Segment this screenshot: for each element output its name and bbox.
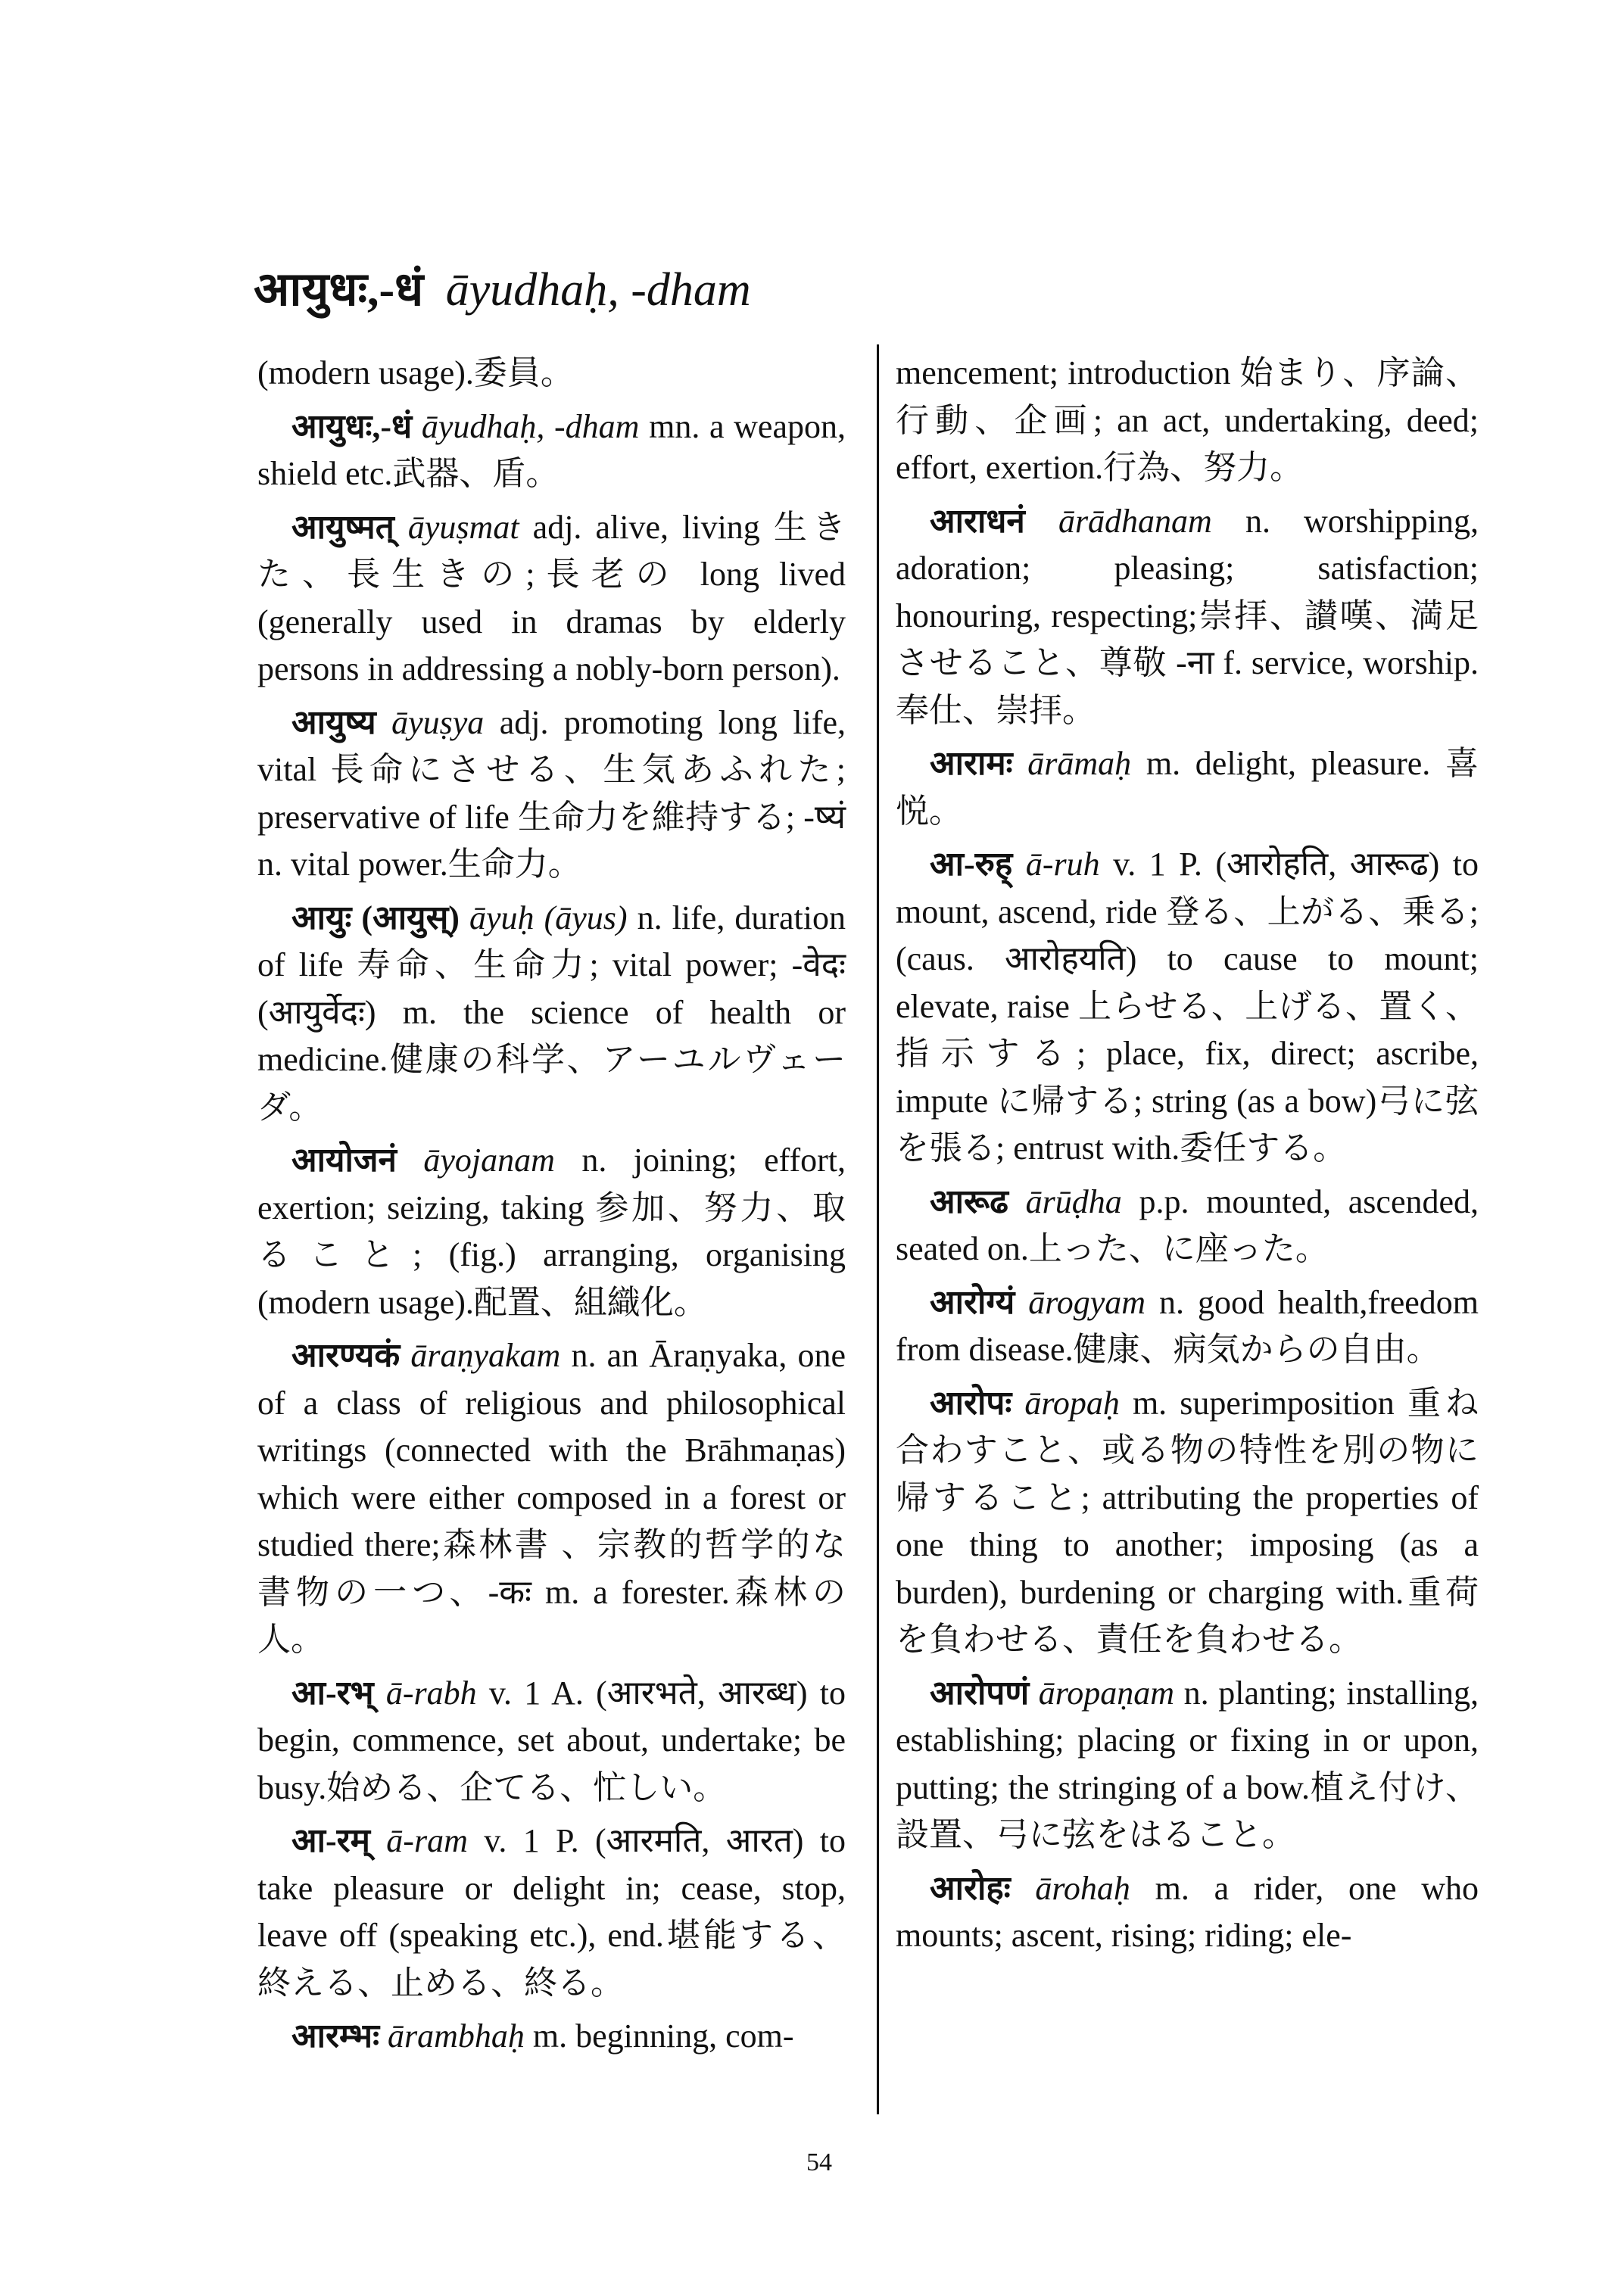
entry-transliteration: āyudhaḥ, -dham: [421, 407, 640, 445]
entry-transliteration: ā-ruh: [1025, 846, 1100, 883]
entry-headword: आरण्यकं: [291, 1337, 401, 1374]
entry-transliteration: ārūḍha: [1025, 1182, 1122, 1220]
dictionary-entry: [257, 1818, 846, 2007]
entry-definition: n. good health,freedom from disease.健康、病気からの自由。: [896, 1283, 1479, 1368]
page-number: 54: [806, 2148, 832, 2176]
entry-definition: v. 1 A. (आरभते, आरब्ध) to begin, commence, set about, undertake; be busy.始める、企てる、忙しい。: [257, 1674, 846, 1806]
dictionary-entry: [257, 403, 846, 498]
dictionary-entry: [896, 841, 1479, 1173]
entry-definition: m. a rider, one who mounts; ascent, rising; riding; ele-: [896, 1869, 1479, 1954]
entry-definition: adj. alive, living 生きた、長生きの;長老の long lived (generally used in dramas by elderly persons in addressing a nobly-born person).: [257, 508, 846, 687]
entry-transliteration: āyuḥ (āyus): [469, 899, 628, 936]
dictionary-entry: [257, 1137, 846, 1326]
dictionary-entry: [896, 1670, 1479, 1859]
entry-definition: n. joining; effort, exertion; seizing, taking 参加、努力、取ること; (fig.) arranging, organising (modern usage).配置、組織化。: [257, 1142, 846, 1321]
entry-definition: (modern usage).委員。: [257, 354, 574, 391]
entry-definition: m. superimposition 重ね合わすこと、或る物の特性を別の物に帰すること; attributing the properties of one thing to another; imposing (as a burden), burdening or charging with.重荷を負わせる、責任を負わせる。: [896, 1384, 1479, 1658]
entry-transliteration: āraṇyakam: [410, 1337, 561, 1374]
entry-definition: n. life, duration of life 寿命、生命力; vital power; -वेदः (आयुर्वेदः) m. the science of health or medicine.健康の科学、アーユルヴェーダ。: [257, 899, 846, 1126]
dictionary-entry: [896, 498, 1479, 735]
entry-headword: आयुष्य: [291, 703, 376, 741]
dictionary-entry: [257, 350, 846, 397]
entry-definition: v. 1 P. (आरोहति, आरूढ) to mount, ascend, ride 登る、上がる、乗る; (caus. आरोहयति) to cause to mount; elevate, raise 上らせる、上げる、置く、指示する; place, fix, direct; ascribe, impute に帰する; string (as a bow)弓に弦を張る; entrust with.委任する。: [896, 846, 1479, 1167]
entry-definition: mn. a weapon, shield etc.武器、盾。: [257, 407, 846, 492]
entry-transliteration: ārāmaḥ: [1027, 745, 1132, 782]
entry-headword: आयुः (आयुस्): [291, 899, 460, 936]
entry-headword: आयुधः,-धं: [291, 407, 413, 445]
dictionary-entry: [896, 1179, 1479, 1273]
entry-transliteration: ā-rabh: [385, 1674, 477, 1712]
entry-definition: v. 1 P. (आरमति, आरत) to take pleasure or delight in; cease, stop, leave off (speaking etc.), end.堪能する、終える、止める、終る。: [257, 1822, 846, 2002]
entry-transliteration: āyojanam: [423, 1142, 555, 1179]
entry-transliteration: āropaḥ: [1024, 1384, 1120, 1422]
entry-transliteration: āyuṣya: [391, 703, 485, 741]
entry-headword: आरोग्यं: [930, 1283, 1015, 1321]
entry-headword: आयोजनं: [291, 1142, 397, 1179]
entry-headword: आरम्भः: [291, 2017, 379, 2055]
entry-headword: आरोहः: [930, 1869, 1011, 1907]
dictionary-entry: [896, 740, 1479, 835]
entry-transliteration: ārohaḥ: [1035, 1869, 1130, 1907]
entry-definition: n. planting; installing, establishing; placing or fixing in or upon, putting; the stringing of a bow.植え付け、設置、弓に弦をはること。: [896, 1674, 1479, 1853]
entry-transliteration: āyuṣmat: [407, 508, 519, 546]
entry-headword: आरूढ: [930, 1182, 1008, 1220]
entry-headword: आयुष्मत्: [291, 508, 394, 546]
entry-headword: आरोपः: [930, 1384, 1012, 1422]
running-head-latin: āyudhaḥ, -dham: [445, 264, 751, 316]
dictionary-entry: [257, 1670, 846, 1812]
entry-definition: mencement; introduction 始まり、序論、行動、企画; an act, undertaking, deed; effort, exertion.行為、努力。: [896, 354, 1479, 486]
entry-transliteration: ārādhanam: [1058, 502, 1212, 540]
entry-definition: m. beginning, com-: [532, 2017, 794, 2055]
running-head: [254, 256, 751, 319]
entry-headword: आराधनं: [930, 502, 1025, 540]
entry-definition: n. worshipping, adoration; pleasing; satisfaction; honouring, respecting;崇拝、讃嘆、満足させること、尊敬 -ना f. service, worship.奉仕、崇拝。: [896, 502, 1479, 729]
dictionary-entry: [257, 895, 846, 1132]
running-head-devanagari: आयुधः,-धं: [254, 264, 424, 316]
entry-transliteration: ā-ram: [386, 1822, 468, 1859]
dictionary-entry: [896, 1279, 1479, 1374]
entry-transliteration: ārogyam: [1028, 1283, 1146, 1321]
entry-definition: m. delight, pleasure. 喜悦。: [896, 745, 1479, 830]
dictionary-entry: [257, 699, 846, 889]
entry-headword: आ-रम्: [291, 1822, 370, 1859]
dictionary-entry: [896, 1865, 1479, 1960]
entry-definition: adj. promoting long life, vital 長命にさせる、生気あふれた; preservative of life 生命力を維持する; -ष्यं n. vital power.生命力。: [257, 703, 846, 883]
dictionary-entry: [896, 350, 1479, 492]
entry-transliteration: ārambhaḥ: [387, 2017, 525, 2055]
entry-definition: n. an Āraṇyaka, one of a class of religious and philosophical writings (connected with the Brāhmaṇas) which were either composed in a forest or studied there;森林書 、宗教的哲学的な書物の一つ、-कः m. a forester.森林の人。: [257, 1337, 846, 1658]
entry-headword: आरोपणं: [930, 1674, 1030, 1712]
dictionary-entry: [257, 2013, 846, 2061]
entry-definition: p.p. mounted, ascended, seated on.上った、に座った。: [896, 1182, 1479, 1267]
entry-headword: आ-रुह्: [930, 846, 1013, 883]
dictionary-entry: [896, 1380, 1479, 1664]
entry-headword: आरामः: [930, 745, 1013, 782]
entry-transliteration: āropaṇam: [1038, 1674, 1175, 1712]
dictionary-entry: [257, 504, 846, 693]
dictionary-entry: [257, 1332, 846, 1664]
right-column: [896, 350, 1479, 1966]
entry-headword: आ-रभ्: [291, 1674, 374, 1712]
left-column: [257, 350, 846, 2067]
column-divider: [877, 344, 879, 2114]
